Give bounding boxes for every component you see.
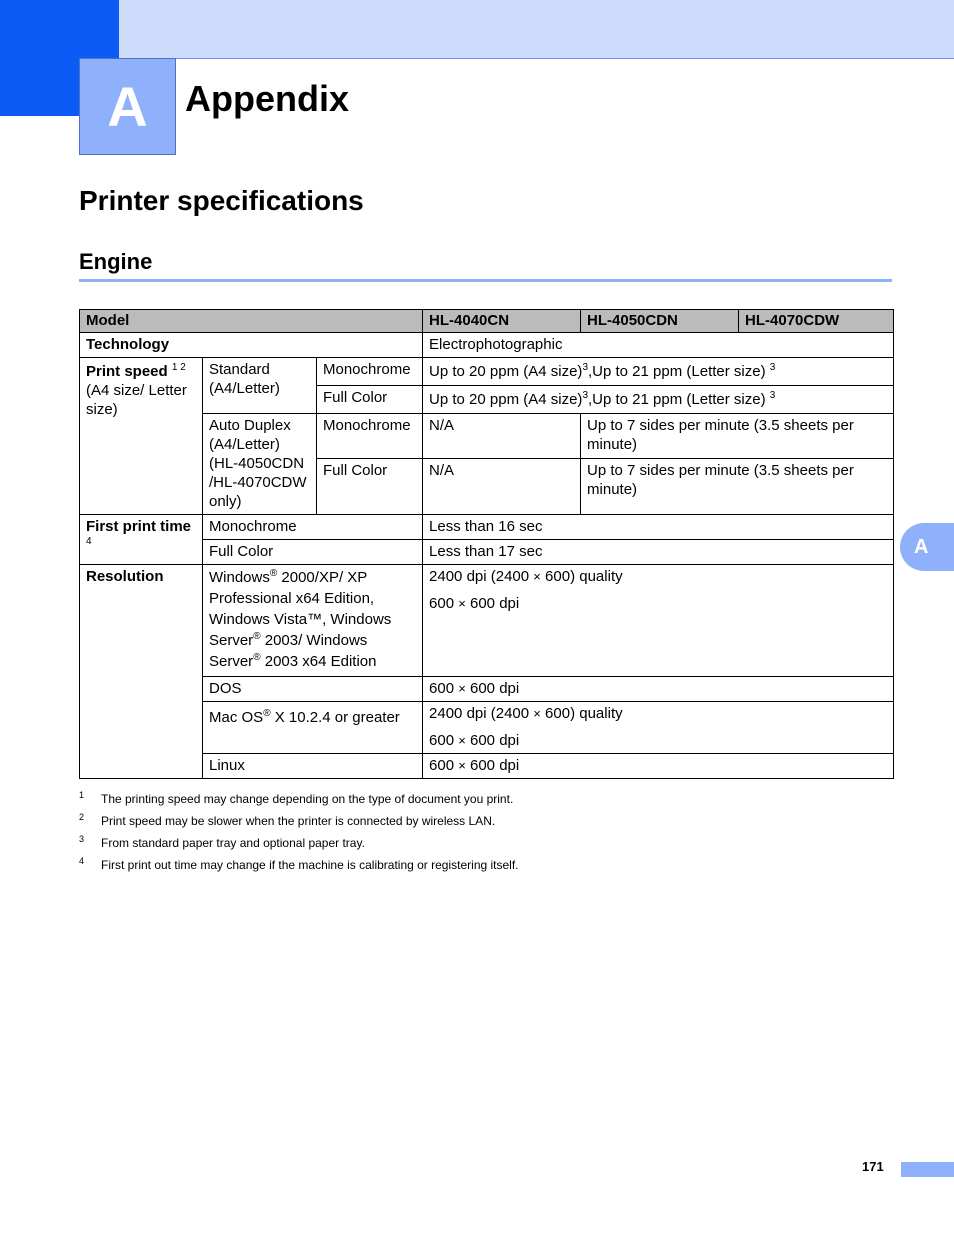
duplex-color-label: Full Color bbox=[317, 459, 423, 515]
resolution-dos-value bbox=[423, 677, 894, 702]
table-row bbox=[80, 333, 894, 358]
footnote-number: 3 bbox=[79, 834, 85, 844]
footnote-ref: 3 bbox=[582, 362, 588, 373]
table-row bbox=[80, 565, 894, 677]
mac-standard-line bbox=[429, 731, 888, 750]
chapter-side-tab[interactable] bbox=[900, 523, 954, 571]
footnote-text: First print out time may change if the machine is calibrating or registering itself. bbox=[101, 858, 519, 872]
chapter-title: Appendix bbox=[185, 78, 350, 119]
standard-mono-value bbox=[423, 358, 894, 386]
windows-text: 2000/XP/ XP Professional x64 Edition, Windows Vista™, Windows Server bbox=[209, 569, 392, 649]
footnote-ref: 3 bbox=[769, 390, 776, 401]
duplex-color-hl-4040cn: N/A bbox=[423, 459, 581, 515]
mac-text: X 10.2.4 or greater bbox=[270, 709, 400, 726]
windows-text: 2003/ Windows Server bbox=[209, 632, 368, 670]
res-value: 600 dpi bbox=[470, 757, 520, 774]
standard-mono-label: Monochrome bbox=[317, 358, 423, 386]
registered-mark: ® bbox=[269, 568, 278, 579]
print-speed-footnote-ref: 1 2 bbox=[171, 362, 186, 373]
times-glyph: × bbox=[533, 569, 541, 584]
table-header-row bbox=[80, 310, 894, 333]
footnote-ref: 3 bbox=[769, 362, 776, 373]
res-value: 2400 dpi (2400 bbox=[429, 568, 530, 585]
duplex-label: Auto Duplex (A4/Letter) (HL-4050CDN /HL-4070CDW only) bbox=[203, 414, 317, 515]
duplex-mono-value: Up to 7 sides per minute (3.5 sheets per minute) bbox=[581, 414, 894, 459]
res-value: 600 dpi bbox=[470, 595, 520, 612]
header-hl-4050cdn: HL-4050CDN bbox=[581, 310, 739, 333]
duplex-mono-label: Monochrome bbox=[317, 414, 423, 459]
windows-text: 2003 x64 Edition bbox=[260, 653, 377, 670]
resolution-label: Resolution bbox=[80, 565, 203, 779]
standard-label: Standard (A4/Letter) bbox=[203, 358, 317, 414]
resolution-mac-label bbox=[203, 702, 423, 754]
res-value: 2400 dpi (2400 bbox=[429, 705, 530, 722]
res-value: 600) quality bbox=[540, 705, 623, 722]
first-print-color-label: Full Color bbox=[203, 540, 423, 565]
footnote-item bbox=[79, 836, 879, 858]
subsection-rule bbox=[79, 279, 892, 282]
subsection-title: Engine bbox=[79, 249, 153, 274]
first-print-mono-value: Less than 16 sec bbox=[423, 515, 894, 540]
windows-text: Windows bbox=[209, 569, 270, 586]
resolution-dos-label: DOS bbox=[203, 677, 423, 702]
res-value: 600 bbox=[429, 595, 455, 612]
times-glyph: × bbox=[458, 733, 466, 748]
header-band bbox=[0, 0, 954, 59]
first-print-footnote-ref: 4 bbox=[86, 536, 92, 547]
table-row bbox=[80, 414, 894, 459]
times-glyph: × bbox=[533, 706, 541, 721]
footnote-text: From standard paper tray and optional paper tray. bbox=[101, 836, 365, 850]
times-glyph: × bbox=[458, 758, 466, 773]
chapter-badge bbox=[79, 58, 176, 155]
technology-label: Technology bbox=[80, 333, 423, 358]
mac-quality-line bbox=[429, 704, 888, 723]
page-number-bar bbox=[901, 1162, 954, 1177]
resolution-linux-value bbox=[423, 754, 894, 779]
header-hl-4070cdw: HL-4070CDW bbox=[739, 310, 894, 333]
print-speed-label: Print speed bbox=[86, 363, 168, 380]
footnote-item bbox=[79, 814, 879, 836]
print-speed-label-cell bbox=[80, 358, 203, 515]
footnote-text: The printing speed may change depending on the type of document you print. bbox=[101, 792, 514, 806]
res-value: 600 dpi bbox=[470, 732, 520, 749]
page-number: 171 bbox=[862, 1159, 884, 1174]
first-print-color-value: Less than 17 sec bbox=[423, 540, 894, 565]
section-title: Printer specifications bbox=[79, 185, 364, 216]
footnote-number: 2 bbox=[79, 812, 85, 822]
table-row bbox=[80, 754, 894, 779]
resolution-linux-label: Linux bbox=[203, 754, 423, 779]
windows-quality-line bbox=[429, 567, 888, 586]
chapter-letter: A bbox=[107, 74, 148, 138]
first-print-label: First print time bbox=[86, 518, 192, 535]
table-row bbox=[80, 702, 894, 754]
duplex-mono-hl-4040cn: N/A bbox=[423, 414, 581, 459]
header-hl-4040cn: HL-4040CN bbox=[423, 310, 581, 333]
footnote-number: 4 bbox=[79, 856, 85, 866]
first-print-label-cell bbox=[80, 515, 203, 565]
times-glyph: × bbox=[458, 681, 466, 696]
technology-value: Electrophotographic bbox=[423, 333, 894, 358]
footnote-text: Print speed may be slower when the printer is connected by wireless LAN. bbox=[101, 814, 496, 828]
registered-mark: ® bbox=[253, 652, 261, 663]
table-row bbox=[80, 677, 894, 702]
windows-standard-line bbox=[429, 594, 888, 613]
first-print-mono-label: Monochrome bbox=[203, 515, 423, 540]
standard-color-a4: Up to 20 ppm (A4 size) bbox=[429, 391, 583, 408]
standard-color-value bbox=[423, 386, 894, 414]
registered-mark: ® bbox=[253, 631, 261, 642]
header-model: Model bbox=[80, 310, 423, 333]
times-glyph: × bbox=[458, 596, 466, 611]
duplex-color-value: Up to 7 sides per minute (3.5 sheets per minute) bbox=[581, 459, 894, 515]
footnote-item bbox=[79, 792, 879, 814]
table-row bbox=[80, 515, 894, 540]
standard-mono-letter: ,Up to 21 ppm (Letter size) bbox=[588, 363, 766, 380]
res-value: 600 bbox=[429, 732, 455, 749]
resolution-windows-value bbox=[423, 565, 894, 677]
side-tab-letter: A bbox=[914, 535, 929, 558]
standard-color-label: Full Color bbox=[317, 386, 423, 414]
registered-mark: ® bbox=[263, 708, 271, 719]
resolution-mac-value bbox=[423, 702, 894, 754]
print-speed-sublabel: (A4 size/ Letter size) bbox=[86, 382, 187, 418]
footnote-item bbox=[79, 858, 879, 880]
res-value: 600 bbox=[429, 757, 455, 774]
mac-text: Mac OS bbox=[209, 709, 264, 726]
standard-mono-a4: Up to 20 ppm (A4 size) bbox=[429, 363, 583, 380]
footnote-ref: 3 bbox=[582, 390, 588, 401]
footnote-number: 1 bbox=[79, 790, 85, 800]
table-row bbox=[80, 540, 894, 565]
engine-spec-table bbox=[79, 309, 894, 779]
res-value: 600 bbox=[429, 680, 455, 697]
res-value: 600 dpi bbox=[470, 680, 520, 697]
standard-color-letter: ,Up to 21 ppm (Letter size) bbox=[588, 391, 766, 408]
resolution-windows-label bbox=[203, 565, 423, 677]
table-row bbox=[80, 358, 894, 386]
footnotes bbox=[79, 792, 879, 880]
res-value: 600) quality bbox=[540, 568, 623, 585]
